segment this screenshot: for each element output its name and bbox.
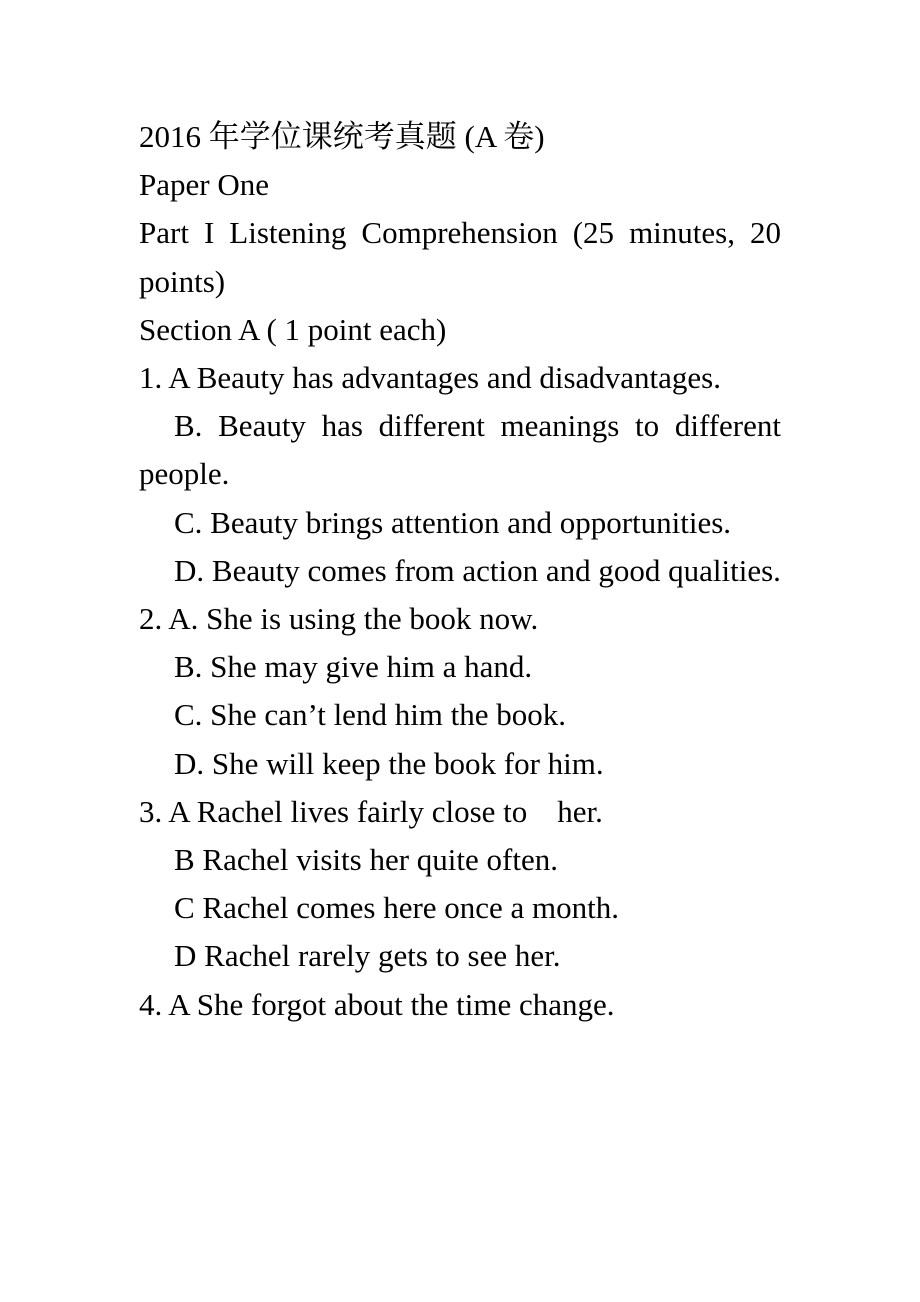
question-3-option-b: B Rachel visits her quite often. xyxy=(174,842,558,878)
question-number: 2. xyxy=(139,601,163,637)
question-2-option-b: B. She may give him a hand. xyxy=(174,649,533,685)
question-3-option-c: C Rachel comes here once a month. xyxy=(174,890,620,926)
option-text: A Beauty has advantages and disadvantages. xyxy=(168,360,721,396)
option-text-tail: her. xyxy=(557,793,603,829)
section-heading: Section A ( 1 point each) xyxy=(139,311,447,347)
document-body xyxy=(139,113,781,1029)
question-3 xyxy=(139,788,781,981)
question-3-option-d: D Rachel rarely gets to see her. xyxy=(174,938,561,974)
option-text: A. She is using the book now. xyxy=(168,601,539,637)
question-2-option-a xyxy=(139,595,781,643)
question-1-option-b: B. Beauty has different meanings to different people. xyxy=(139,408,781,492)
question-number: 1. xyxy=(139,360,163,396)
question-1-option-d: D. Beauty comes from action and good qualities. xyxy=(174,552,781,588)
question-2-option-c: C. She can’t lend him the book. xyxy=(174,697,567,733)
question-1-option-a xyxy=(139,354,781,402)
question-2-option-d: D. She will keep the book for him. xyxy=(174,745,604,781)
question-1 xyxy=(139,354,781,595)
question-number: 3. xyxy=(139,793,163,829)
question-2 xyxy=(139,595,781,788)
option-text: A She forgot about the time change. xyxy=(168,986,615,1022)
document-title: 2016 年学位课统考真题 (A 卷) xyxy=(139,119,545,154)
question-1-option-c: C. Beauty brings attention and opportunities. xyxy=(174,504,732,540)
part-heading: Part I Listening Comprehension (25 minutes, 20 points) xyxy=(139,215,781,299)
question-3-option-a xyxy=(139,788,781,836)
question-number: 4. xyxy=(139,986,163,1022)
option-text: A Rachel lives fairly close to xyxy=(168,793,528,829)
paper-heading: Paper One xyxy=(139,167,269,203)
question-4-option-a xyxy=(139,981,781,1029)
question-4 xyxy=(139,981,781,1029)
